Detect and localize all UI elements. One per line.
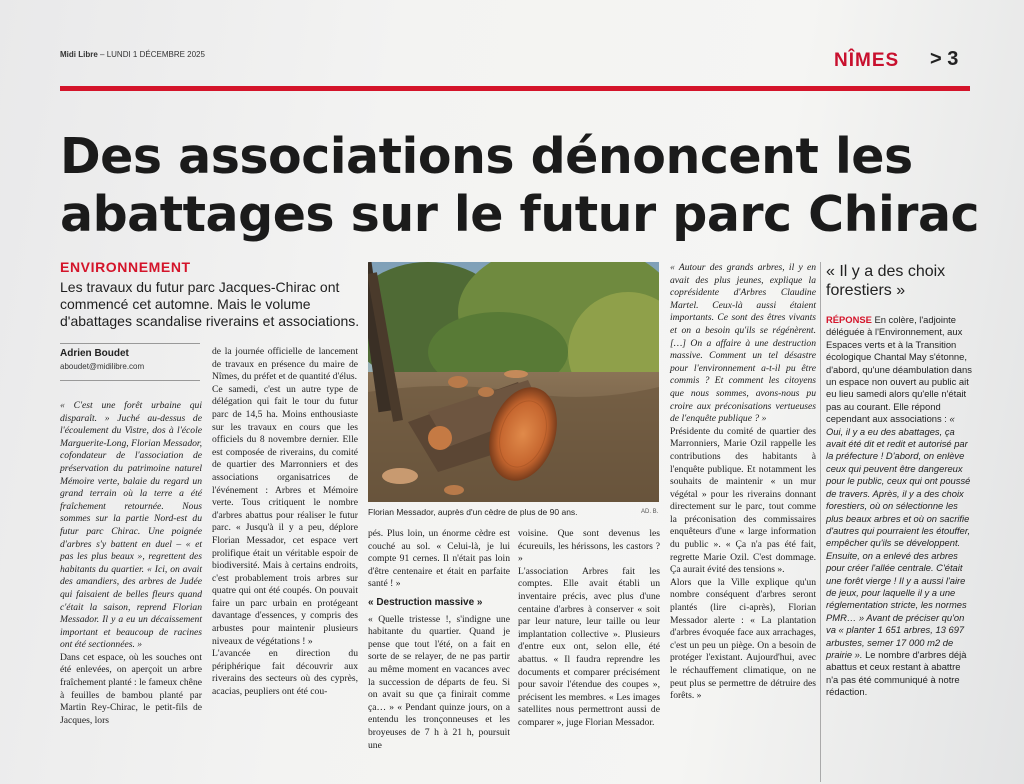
- paragraph: « Quelle tristesse !, s'indigne une habitante du quartier. Quand je pense que tout l'été, on a fait en sorte de se relayer, de ne pas partir au même moment en vacances avec la succession de départs de feu. Si on avait su que ça finirait comme ça… » « Pendant quinze jours, on a entendu les tronçonneuses et les broyeuses de 7 h à 21 h, poursuit une: [368, 613, 510, 751]
- photo-credit: AD. B.: [641, 509, 659, 515]
- issue-date: LUNDI 1 DÉCEMBRE 2025: [106, 50, 205, 59]
- paragraph: Alors que la Ville explique qu'un nombre conséquent d'arbres seront plantés (lire ci-après), Florian Messador alerte : « La plantation d'arbres évoquée face aux arrachages, c'est un peu un piège. On a besoin de protéger l'existant. Aujourd'hui, avec le réchauffement climatique, on ne peut plus se permettre de détruire des forêts. »: [670, 576, 816, 702]
- paragraph: « Autour des grands arbres, il y en avait des plus jeunes, explique la coprésidente d'Arbres Claudine Martel. Ceux-là aussi étaient importants. Ce sont des êtres vivants et on a besoin qu'ils se régénèrent. […] On a affaire à une destruction massive. Comment un tel désastre pour l'environnement a-t-il pu être commis ? Et comment les citoyens que nous sommes, avons-nous pu croire aux préconisations vertueuses de l'enquête publique ? »: [670, 262, 816, 425]
- paragraph: voisine. Que sont devenus les écureuils, les hérissons, les castors ? »: [518, 528, 660, 565]
- felled-cedar-photo: [368, 262, 659, 502]
- article-title: Des associations dénoncent les abattages sur le futur parc Chirac: [60, 128, 980, 243]
- byline-rule: [60, 343, 200, 344]
- text-column-1: [60, 400, 202, 727]
- paper-name: Midi Libre: [60, 50, 98, 59]
- text-column-3: [368, 528, 510, 752]
- paragraph: « C'est une forêt urbaine qui disparaît. » Juché au-dessus de l'écoulement du Vistre, dos à l'école Marguerite-Long, Florian Messador, cofondateur de l'association de préservation du patrimoine naturel Mémoire verte, balaie du regard un grand terrain où la terre a été fraîchement retournée. Nous sommes sur la partie Nord-est du futur parc Chirac. Une poignée d'arbres s'y battent en duel – « et pas les plus beaux », regrettent des habitants du quartier. « Ici, on avait des amandiers, des arbres de Judée qui faisaient de belles fleurs quand c'était la saison, reprend Florian Messador. Il y a eu un décaissement important et beaucoup de racines ont été sectionnées. »: [60, 400, 202, 651]
- paragraph: pés. Plus loin, un énorme cèdre est couché au sol. « Celui-là, je lui compte 91 cernes. Il n'était pas loin d'être centenaire et était en parfaite santé ! »: [368, 528, 510, 590]
- sidebar-end: Le nombre d'arbres déjà abattus et ceux restant à abattre n'a pas été communiqué à notre rédaction.: [826, 648, 967, 698]
- paragraph: Présidente du comité de quartier des Marronniers, Marie Ozil rappelle les contributions des habitants à l'enquête publique. Et notamment les souhaits de maintenir « un mur végétal » pour les riverains donnant directement sur le parc, tout comme la préconisation des commissaires enquêteurs d'une « large information du public ». « Ça n'a pas été fait, regrette Marie Ozil. C'est dommage. Ça aurait évité des tensions ».: [670, 425, 816, 576]
- article-standfirst: Les travaux du futur parc Jacques-Chirac ont commencé cet automne. Mais le volume d'abattages scandalise riverains et associations.: [60, 279, 360, 329]
- paragraph: de la journée officielle de lancement de travaux en présence du maire de Nîmes, du préfet et de quantité d'élus.: [212, 346, 358, 383]
- paragraph: Ce samedi, c'est un autre type de délégation qui fait le tour du futur parc de 14,5 ha. Moins enthousiaste sur les travaux en cours que les officiels du 8 novembre dernier. Elle est composée de riverains, du comité de quartier des Marronniers et des associations organisatrices de l'événement : Arbres et Mémoire verte. Tous critiquent le nombre d'arbres abattus pour réaliser le futur parc. « Jusqu'à il y a peu, déplore Florian Messador, cet espace vert prolifique était un véritable espoir de biodiversité. Mais à certains endroits, c'est probablement trois arbres sur quatre qui ont été coupés. On pouvait faire un parc urbain en protégeant davantage d'essences, y compris des arbustes pour maintenir plusieurs niveaux de végétations ! »: [212, 383, 358, 647]
- text-column-2: [212, 346, 358, 699]
- text-column-5: [670, 262, 816, 703]
- paragraph: Dans cet espace, où les souches ont été enlevées, on aperçoit un arbre fraîchement planté : le fameux chêne à feuilles de bambou planté par Martin Rey-Chirac, le petit-fils de Jacques, lors: [60, 651, 202, 726]
- text-column-4: [518, 528, 660, 730]
- sidebar-lead: RÉPONSE: [826, 314, 872, 325]
- article-photo: [368, 262, 659, 502]
- section-city: NÎMES: [834, 50, 900, 71]
- author-name: Adrien Boudet: [60, 348, 129, 359]
- page-number: > 3: [930, 48, 959, 70]
- photo-caption: Florian Messador, auprès d'un cèdre de plus de 90 ans.: [368, 507, 578, 517]
- paper-date-line: Midi Libre – LUNDI 1 DÉCEMBRE 2025: [60, 50, 205, 59]
- byline-rule-bottom: [60, 380, 200, 381]
- sidebar-text: [826, 314, 974, 699]
- sidebar-rule: [820, 262, 821, 782]
- intertitle: « Destruction massive »: [368, 596, 483, 608]
- sidebar-title: « Il y a des choix forestiers »: [826, 263, 946, 299]
- paragraph: L'association Arbres fait les comptes. Elle avait établi un inventaire précis, avec plus d'une centaine d'arbres à conserver « soit par leur nature, leur taille ou leur implantation collective ». Plusieurs d'entre eux ont, selon elle, été abattus. « Il faudra reprendre les documents et comparer précisément pour savoir l'étendue des coupes », précisent les membres. « Les images satellites nous permettront aussi de comparer », juge Florian Messador.: [518, 565, 660, 728]
- author-email: aboudet@midilibre.com: [60, 362, 145, 371]
- header-rule: [60, 86, 970, 91]
- sidebar-body: En colère, l'adjointe déléguée à l'Environnement, aux Espaces verts et à la Transition écologique Chantal May s'étonne, d'abord, qu'une déambulation dans un espace non ouvert au public ait eu lieu samedi alors qu'elle n'était pas au courant. Elle répond cependant aux associations :: [826, 314, 972, 425]
- paragraph: L'avancée en direction du périphérique fait découvrir aux riverains des secteurs où des cyprès, acacias, peupliers ont été cou-: [212, 648, 358, 698]
- article-kicker: ENVIRONNEMENT: [60, 259, 191, 275]
- sidebar-quote: « Oui, il y a eu des abattages, ça avait été dit et redit et autorisé par la préfecture ! D'abord, on enlève ceux qui peuvent être dangereux pour le public, ceux qui ont poussé de travers. Après, il y a des choix forestiers, où on sélectionne les plus beaux arbres et où on sacrifie d'autres qui pourraient les étouffer, empêcher qu'ils se développent. Ensuite, on a enlevé des arbres pour créer l'allée centrale. C'était une forêt vierge ! Il y a aussi l'aire de jeux, pour laquelle il y a une réglementation stricte, les normes PMR… » Avant de préciser qu'on va « planter 1 651 arbres, 13 697 arbustes, semer 17 000 m2 de prairie ».: [826, 413, 971, 660]
